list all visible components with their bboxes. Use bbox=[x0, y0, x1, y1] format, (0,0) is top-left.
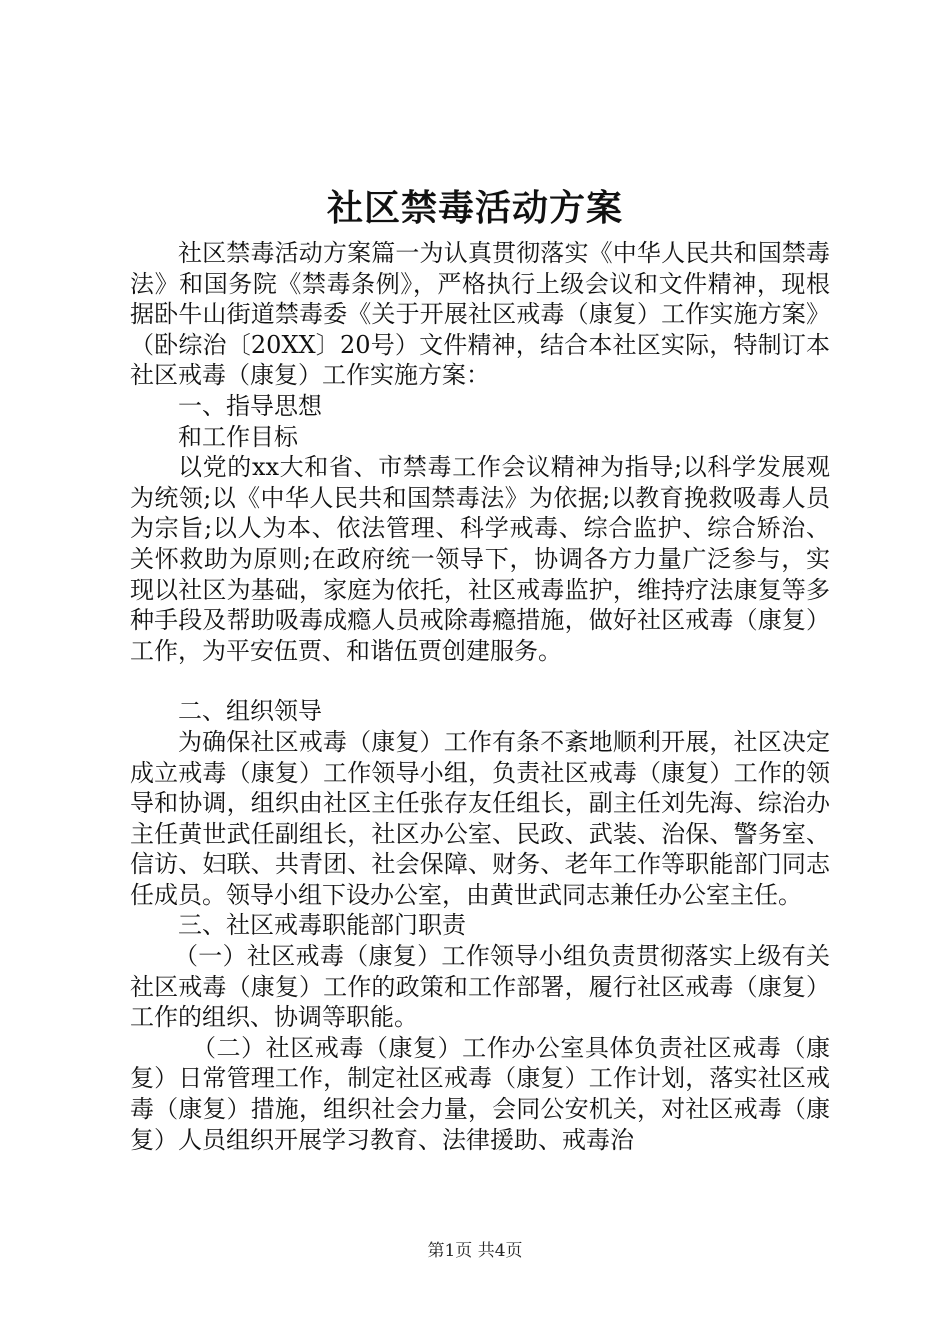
duty-paragraph-2: （二）社区戒毒（康复）工作办公室具体负责社区戒毒（康复）日常管理工作，制定社区戒毒（康复）工作计划，落实社区戒毒（康复）措施，组织社会力量，会同公安机关，对社区戒毒（康复）人员组织开展学习教育、法律援助、戒毒治 bbox=[130, 1033, 830, 1154]
section-heading-guiding: 一、指导思想 bbox=[178, 391, 322, 420]
guiding-paragraph: 以党的xx大和省、市禁毒工作会议精神为指导;以科学发展观为统领;以《中华人民共和国禁毒法》为依据;以教育挽救吸毒人员为宗旨;以人为本、依法管理、科学戒毒、综合监护、综合矫治、关怀救助为原则;在政府统一领导下，协调各方力量广泛参与，实现以社区为基础，家庭为依托，社区戒毒监护，维持疗法康复等多种手段及帮助吸毒成瘾人员戒除毒瘾措施，做好社区戒毒（康复）工作，为平安伍贾、和谐伍贾创建服务。 bbox=[130, 453, 830, 665]
duty-paragraph-1: （一）社区戒毒（康复）工作领导小组负责贯彻落实上级有关社区戒毒（康复）工作的政策和工作部署，履行社区戒毒（康复）工作的组织、协调等职能。 bbox=[130, 942, 830, 1032]
intro-paragraph: 社区禁毒活动方案篇一为认真贯彻落实《中华人民共和国禁毒法》和国务院《禁毒条例》，严格执行上级会议和文件精神，现根据卧牛山街道禁毒委《关于开展社区戒毒（康复）工作实施方案》（卧综治〔20XX〕20号）文件精神，结合本社区实际，特制订本社区戒毒（康复）工作实施方案： bbox=[130, 239, 830, 390]
section-heading-duties: 三、社区戒毒职能部门职责 bbox=[178, 911, 466, 940]
document-title: 社区禁毒活动方案 bbox=[326, 187, 623, 229]
section-heading-organization: 二、组织领导 bbox=[178, 697, 322, 726]
section-heading-goals: 和工作目标 bbox=[178, 422, 298, 451]
page-footer: 第1页 共4页 bbox=[427, 1241, 523, 1261]
organization-paragraph: 为确保社区戒毒（康复）工作有条不紊地顺利开展，社区决定成立戒毒（康复）工作领导小组，负责社区戒毒（康复）工作的领导和协调，组织由社区主任张存友任组长，副主任刘先海、综治办主任黄世武任副组长，社区办公室、民政、武装、治保、警务室、信访、妇联、共青团、社会保障、财务、老年工作等职能部门同志任成员。领导小组下设办公室，由黄世武同志兼任办公室主任。 bbox=[130, 727, 830, 909]
document-body bbox=[130, 238, 830, 1155]
paragraph-spacer bbox=[130, 666, 830, 696]
